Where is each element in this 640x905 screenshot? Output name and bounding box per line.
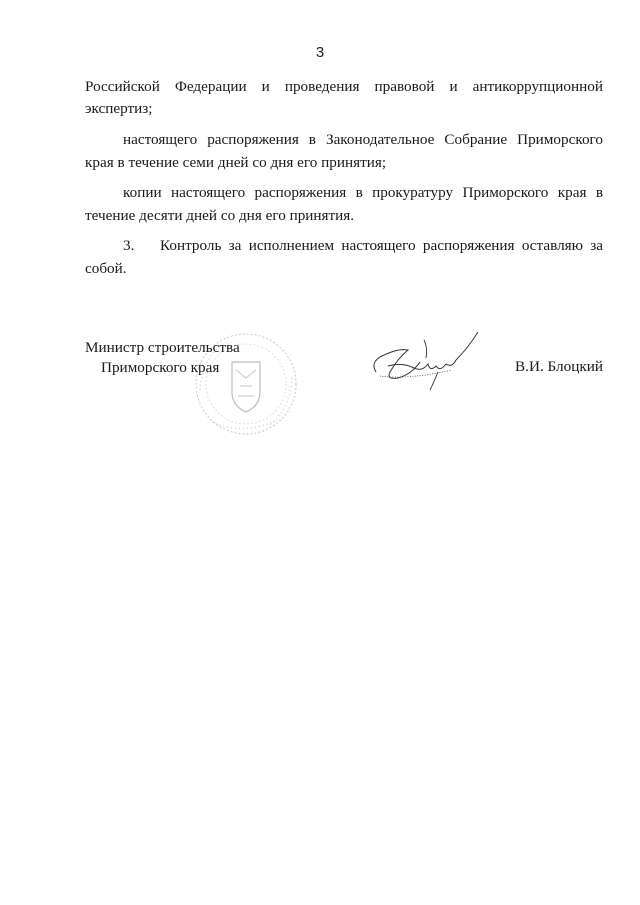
page-number: 3 bbox=[315, 44, 325, 61]
paragraph-line: экспертиз; bbox=[85, 100, 153, 117]
paragraph-line: настоящего распоряжения в Законодательное Собрание Приморского bbox=[123, 131, 603, 148]
document-body bbox=[85, 235, 603, 280]
paragraph-line: течение десяти дней со дня его принятия. bbox=[85, 207, 355, 224]
document-body bbox=[85, 76, 603, 120]
handwritten-signature bbox=[368, 328, 488, 398]
document-body bbox=[85, 182, 603, 227]
list-number: 3. bbox=[123, 237, 135, 254]
paragraph-line: собой. bbox=[85, 260, 127, 277]
paragraph-text: Контроль за исполнением настоящего распоряжения оставляю за bbox=[160, 237, 603, 254]
document-body bbox=[85, 129, 603, 174]
signature-block bbox=[0, 330, 640, 450]
position-line: Приморского края bbox=[101, 359, 220, 376]
signer-position bbox=[85, 338, 240, 378]
paragraph-line bbox=[85, 235, 603, 257]
paragraph-line: Российской Федерации и проведения правовой и антикоррупционной bbox=[85, 78, 603, 95]
position-line: Министр строительства bbox=[85, 339, 240, 356]
paragraph-line: копии настоящего распоряжения в прокуратуру Приморского края в bbox=[123, 184, 603, 201]
paragraph-line: края в течение семи дней со дня его принятия; bbox=[85, 154, 387, 171]
signer-name: В.И. Блоцкий bbox=[515, 358, 603, 375]
